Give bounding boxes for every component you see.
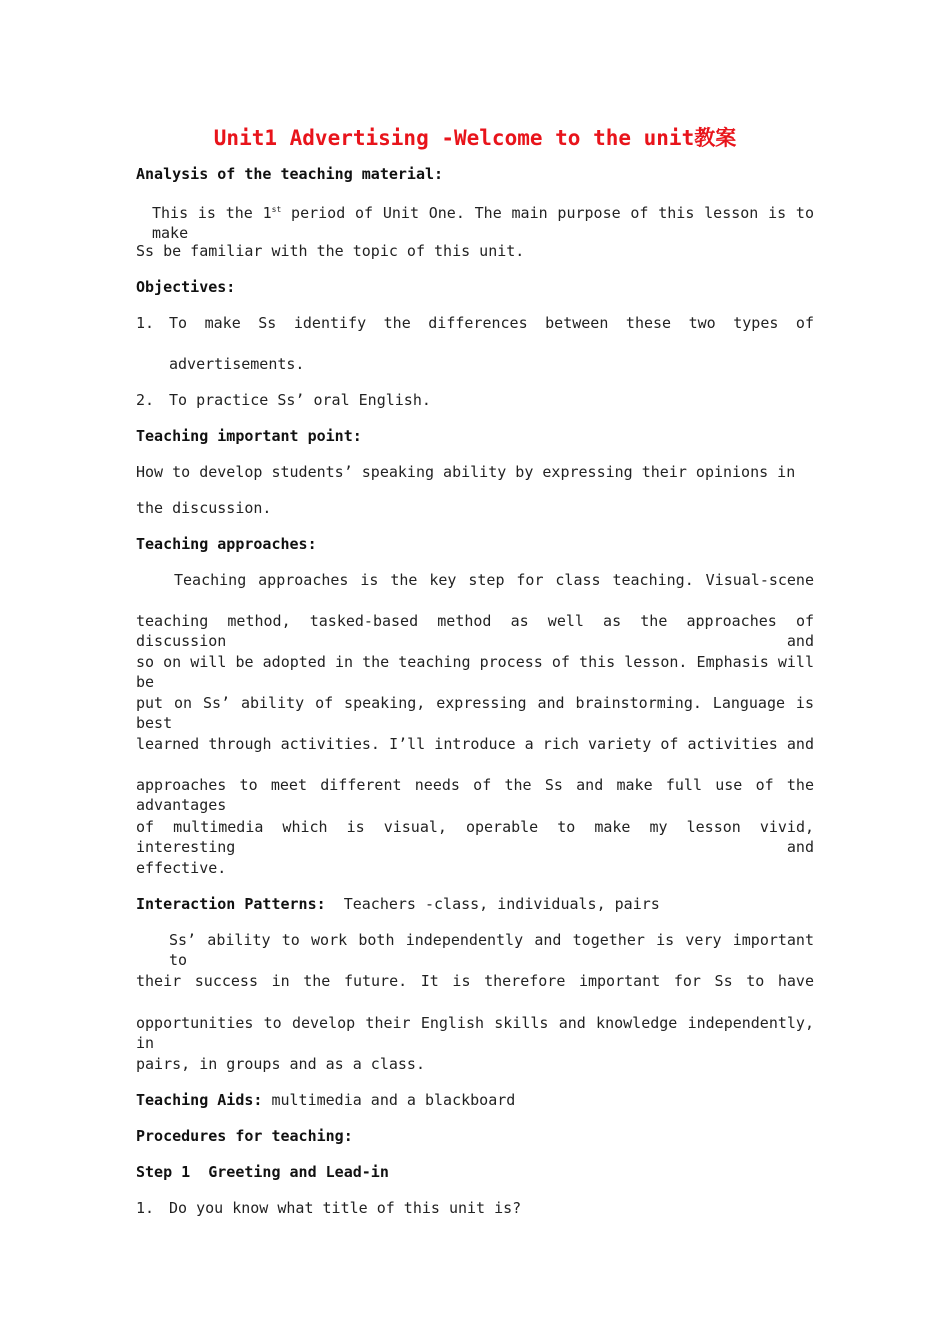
analysis-heading: Analysis of the teaching material: [136,165,444,183]
objective-item-2-line-1: To practice Ss’ oral English. [169,391,431,409]
approaches-line-2: teaching method, tasked-based method as well as the approaches of discussion and [136,612,814,650]
analysis-text-b: period of Unit One. The main purpose of this lesson is to make [152,204,814,242]
interaction-line-2: their success in the future. It is therefore important for Ss to have [136,972,814,990]
objective-item-1-num: 1. [136,314,155,332]
interaction-value: Teachers -class, individuals, pairs [343,895,660,913]
important-point-heading: Teaching important point: [136,427,362,445]
procedures-heading: Procedures for teaching: [136,1127,353,1145]
objective-item-2-num: 2. [136,391,155,409]
aids-heading: Teaching Aids: [136,1091,263,1109]
objectives-heading: Objectives: [136,278,236,296]
approaches-line-5: learned through activities. I’ll introduce a rich variety of activities and [136,735,814,753]
approaches-line-3: so on will be adopted in the teaching process of this lesson. Emphasis will be [136,653,814,691]
question-1-text: Do you know what title of this unit is? [169,1199,522,1217]
approaches-heading: Teaching approaches: [136,535,317,553]
approaches-line-6: approaches to meet different needs of the Ss and make full use of the advantages [136,776,814,814]
interaction-line-1: Ss’ ability to work both independently and together is very important to [169,931,814,969]
objective-item-1-line-2: advertisements. [169,355,305,373]
analysis-text-a: This is the 1 [152,204,272,222]
important-point-line-1: How to develop students’ speaking ability by expressing their opinions in [136,463,796,481]
step-1-heading: Step 1 Greeting and Lead-in [136,1163,389,1181]
interaction-row [136,894,660,914]
interaction-line-3: opportunities to develop their English skills and knowledge independently, in [136,1014,814,1052]
approaches-line-7: of multimedia which is visual, operable to make my lesson vivid, interesting and [136,818,814,856]
important-point-line-2: the discussion. [136,499,272,517]
question-1-num: 1. [136,1199,155,1217]
approaches-line-1: Teaching approaches is the key step for class teaching. Visual-scene [174,571,814,589]
interaction-heading: Interaction Patterns: [136,895,326,913]
analysis-paragraph-line-1 [136,200,814,243]
page-title: Unit1 Advertising -Welcome to the unit教案 [213,126,737,150]
aids-value: multimedia and a blackboard [271,1091,516,1109]
interaction-line-4: pairs, in groups and as a class. [136,1055,425,1073]
aids-row [136,1090,515,1110]
objective-item-1-line-1: To make Ss identify the differences between these two types of [169,314,814,332]
approaches-line-4: put on Ss’ ability of speaking, expressing and brainstorming. Language is best [136,694,814,732]
analysis-superscript: st [271,205,282,214]
approaches-line-8: effective. [136,859,227,877]
analysis-paragraph-line-2: Ss be familiar with the topic of this unit. [136,242,525,260]
